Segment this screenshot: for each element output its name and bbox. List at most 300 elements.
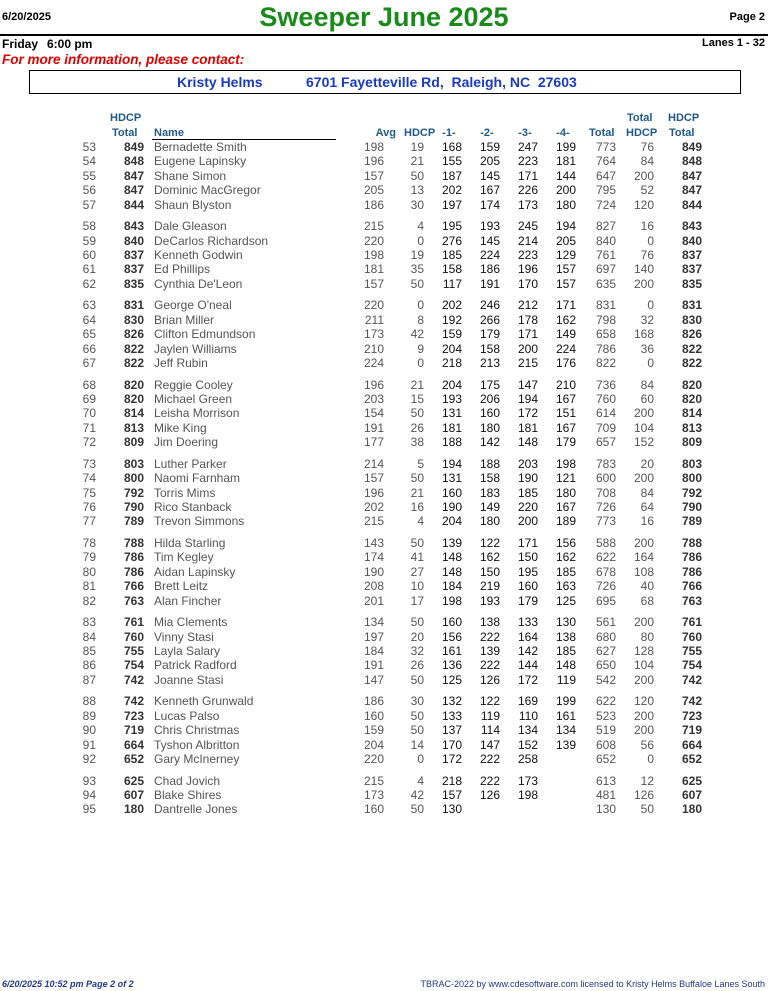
cell-g1: 133 xyxy=(441,708,462,723)
cell-pos: 77 xyxy=(82,514,96,529)
cell-g2: 193 xyxy=(479,219,500,234)
cell-hdcp-total: 792 xyxy=(123,485,144,500)
table-row xyxy=(0,536,768,550)
cell-avg: 211 xyxy=(364,312,384,327)
cell-g4: 180 xyxy=(555,485,576,500)
cell-total: 822 xyxy=(595,356,616,370)
cell-total: 726 xyxy=(595,500,616,514)
cell-total-hdcp: 16 xyxy=(640,514,654,529)
cell-final: 843 xyxy=(681,219,702,234)
cell-total-hdcp: 126 xyxy=(633,788,654,802)
cell-g3: 164 xyxy=(517,629,538,644)
cell-total: 542 xyxy=(595,672,616,687)
cell-g2: 162 xyxy=(479,550,500,565)
cell-name: Jeff Rubin xyxy=(154,356,208,370)
cell-g2: 158 xyxy=(479,471,500,486)
cell-hdcp-total: 822 xyxy=(123,356,144,370)
cell-pos: 60 xyxy=(82,248,96,262)
cell-g1: 170 xyxy=(441,737,462,752)
cell-hdcp: 4 xyxy=(417,219,424,234)
cell-hdcp-total: 820 xyxy=(123,377,144,392)
cell-total: 635 xyxy=(595,276,616,291)
cell-final: 822 xyxy=(681,356,702,370)
table-row xyxy=(0,421,768,435)
cell-hdcp-total: 742 xyxy=(123,672,144,687)
cell-final: 652 xyxy=(681,752,702,766)
cell-name: Lucas Palso xyxy=(154,708,220,723)
cell-total: 622 xyxy=(595,550,616,565)
cell-total-hdcp: 64 xyxy=(640,500,654,514)
cell-g4: 157 xyxy=(555,276,576,291)
cell-g1: 157 xyxy=(441,788,462,802)
cell-hdcp: 26 xyxy=(410,658,424,673)
cell-final: 820 xyxy=(681,377,702,392)
cell-pos: 73 xyxy=(82,456,96,471)
cell-name: DeCarlos Richardson xyxy=(154,233,269,248)
cell-g1: 204 xyxy=(441,514,462,529)
cell-final: 803 xyxy=(681,456,702,471)
cell-g1: 131 xyxy=(441,471,462,486)
cell-name: Trevon Simmons xyxy=(154,514,245,529)
cell-g1: 192 xyxy=(441,312,462,327)
cell-pos: 67 xyxy=(82,356,96,370)
cell-name: Alan Fincher xyxy=(154,593,222,608)
cell-g3: 195 xyxy=(517,564,538,579)
col-total-hdcp-top: Total xyxy=(627,112,653,124)
cell-hdcp-total: 664 xyxy=(123,737,144,752)
cell-g2: 205 xyxy=(479,154,500,169)
col-hdcp: HDCP xyxy=(404,127,436,139)
cell-avg: 134 xyxy=(363,615,384,630)
table-row xyxy=(0,723,768,737)
cell-hdcp-total: 835 xyxy=(123,276,144,291)
cell-g1: 185 xyxy=(441,248,462,262)
cell-hdcp-total: 180 xyxy=(123,802,144,817)
cell-avg: 214 xyxy=(363,456,384,471)
cell-avg: 186 xyxy=(363,694,384,709)
cell-pos: 65 xyxy=(82,327,96,342)
cell-hdcp-total: 754 xyxy=(123,658,144,673)
cell-pos: 72 xyxy=(82,435,96,450)
cell-g4: 176 xyxy=(555,356,576,370)
table-row xyxy=(0,565,768,579)
cell-final: 607 xyxy=(681,788,702,802)
cell-g3: 173 xyxy=(517,773,538,788)
table-row xyxy=(0,644,768,658)
cell-avg: 197 xyxy=(363,629,384,644)
cell-g3: 220 xyxy=(517,500,538,514)
cell-avg: 215 xyxy=(363,514,384,529)
table-row xyxy=(0,788,768,802)
cell-g3: 171 xyxy=(517,327,538,342)
cell-final: 763 xyxy=(681,593,702,608)
cell-g2: 139 xyxy=(479,644,500,658)
cell-g2: 222 xyxy=(479,629,500,644)
cell-name: Brett Leitz xyxy=(154,579,209,594)
cell-total: 773 xyxy=(595,140,616,154)
cell-total: 761 xyxy=(595,248,616,262)
cell-hdcp: 19 xyxy=(410,140,424,154)
cell-hdcp-total: 826 xyxy=(123,327,144,342)
cell-hdcp: 50 xyxy=(410,672,424,687)
cell-name: Cynthia De'Leon xyxy=(154,276,243,291)
cell-avg: 198 xyxy=(363,248,384,262)
event-day: Friday xyxy=(2,37,39,51)
cell-g2: 159 xyxy=(479,140,500,154)
cell-hdcp-total: 837 xyxy=(123,262,144,277)
cell-final: 837 xyxy=(681,248,702,262)
table-row xyxy=(0,579,768,593)
cell-hdcp: 0 xyxy=(417,752,424,766)
cell-g3: 181 xyxy=(517,420,538,435)
cell-total: 622 xyxy=(595,694,616,709)
cell-g2: 179 xyxy=(479,327,500,342)
cell-avg: 159 xyxy=(363,723,384,738)
cell-hdcp-total: 761 xyxy=(123,615,144,630)
cell-g4: 149 xyxy=(555,327,576,342)
cell-total: 708 xyxy=(595,485,616,500)
cell-final: 755 xyxy=(681,644,702,658)
cell-g3: 190 xyxy=(517,471,538,486)
cell-g4: 144 xyxy=(555,168,576,183)
footer-license: TBRAC-2022 by www.cdesoftware.com licensed to Kristy Helms Buffaloe Lanes South xyxy=(420,979,765,989)
cell-avg: 196 xyxy=(363,377,384,392)
cell-avg: 186 xyxy=(363,197,384,212)
cell-g3: 245 xyxy=(517,219,538,234)
cell-total-hdcp: 60 xyxy=(640,392,654,406)
cell-pos: 81 xyxy=(82,579,96,594)
cell-g2: 126 xyxy=(479,672,500,687)
cell-pos: 86 xyxy=(82,658,96,673)
table-row xyxy=(0,248,768,262)
cell-avg: 201 xyxy=(363,593,384,608)
table-row xyxy=(0,234,768,248)
cell-total-hdcp: 120 xyxy=(633,197,654,212)
cell-hdcp-total: 822 xyxy=(123,341,144,356)
cell-total-hdcp: 50 xyxy=(640,802,654,817)
table-row xyxy=(0,342,768,356)
col-game-1: -1- xyxy=(442,127,456,139)
table-row xyxy=(0,313,768,327)
cell-g1: 204 xyxy=(441,377,462,392)
cell-pos: 80 xyxy=(82,564,96,579)
cell-hdcp: 35 xyxy=(410,262,424,277)
cell-hdcp-total: 789 xyxy=(123,514,144,529)
cell-total-hdcp: 200 xyxy=(633,536,654,550)
cell-name: Reggie Cooley xyxy=(154,377,233,392)
cell-g3: 258 xyxy=(517,752,538,766)
cell-total-hdcp: 32 xyxy=(640,312,654,327)
lanes-range: Lanes 1 - 32 xyxy=(702,37,765,49)
col-hdcp-total-bottom: Total xyxy=(112,127,138,139)
cell-total: 588 xyxy=(595,536,616,550)
cell-name: Eugene Lapinsky xyxy=(154,154,247,169)
cell-g4: 121 xyxy=(555,471,576,486)
cell-total-hdcp: 200 xyxy=(633,406,654,421)
cell-hdcp-total: 786 xyxy=(123,564,144,579)
cell-g4: 179 xyxy=(555,435,576,450)
cell-g2: 158 xyxy=(479,341,500,356)
cell-final: 786 xyxy=(681,550,702,565)
cell-hdcp: 4 xyxy=(417,514,424,529)
cell-final: 809 xyxy=(681,435,702,450)
cell-avg: 147 xyxy=(363,672,384,687)
cell-g4: 200 xyxy=(555,183,576,198)
cell-g3: 179 xyxy=(517,593,538,608)
table-row xyxy=(0,673,768,687)
cell-hdcp-total: 786 xyxy=(123,550,144,565)
cell-total: 647 xyxy=(595,168,616,183)
cell-g3: 110 xyxy=(518,708,538,723)
cell-avg: 160 xyxy=(363,802,384,817)
cell-g3: 148 xyxy=(517,435,538,450)
footer-timestamp: 6/20/2025 10:52 pm Page 2 of 2 xyxy=(2,979,134,989)
cell-g4: 194 xyxy=(555,219,576,234)
cell-final: 814 xyxy=(681,406,702,421)
cell-avg: 157 xyxy=(363,276,384,291)
cell-avg: 174 xyxy=(363,550,384,565)
cell-g4: 162 xyxy=(555,550,576,565)
cell-pos: 94 xyxy=(82,788,96,802)
cell-g3: 196 xyxy=(517,262,538,277)
cell-g2: 206 xyxy=(479,392,500,406)
cell-g4: 130 xyxy=(555,615,576,630)
cell-name: Jim Doering xyxy=(154,435,219,450)
cell-avg: 220 xyxy=(363,233,384,248)
cell-name: Chris Christmas xyxy=(154,723,240,738)
cell-total: 608 xyxy=(595,737,616,752)
cell-final: 742 xyxy=(681,694,702,709)
cell-name: Clifton Edmundson xyxy=(154,327,256,342)
cell-avg: 204 xyxy=(363,737,384,752)
cell-name: Mia Clements xyxy=(154,615,228,630)
table-row xyxy=(0,154,768,168)
cell-avg: 143 xyxy=(363,536,384,550)
cell-g3: 169 xyxy=(517,694,538,709)
table-row xyxy=(0,471,768,485)
cell-g1: 137 xyxy=(441,723,462,738)
cell-total: 840 xyxy=(595,233,616,248)
cell-g1: 130 xyxy=(441,802,462,817)
cell-pos: 87 xyxy=(82,672,96,687)
table-row xyxy=(0,774,768,788)
cell-name: Vinny Stasi xyxy=(154,629,214,644)
cell-g2: 174 xyxy=(479,197,500,212)
cell-g2: 266 xyxy=(479,312,500,327)
cell-g4: 181 xyxy=(555,154,576,169)
cell-name: Layla Salary xyxy=(154,644,221,658)
cell-g2: 222 xyxy=(479,752,500,766)
cell-hdcp-total: 843 xyxy=(123,219,144,234)
cell-hdcp-total: 809 xyxy=(123,435,144,450)
table-row xyxy=(0,356,768,370)
cell-g2: 188 xyxy=(479,456,500,471)
cell-total-hdcp: 0 xyxy=(647,298,654,313)
table-row xyxy=(0,277,768,291)
cell-avg: 196 xyxy=(363,485,384,500)
cell-hdcp-total: 831 xyxy=(123,298,144,313)
cell-final: 813 xyxy=(681,420,702,435)
cell-hdcp: 17 xyxy=(410,593,424,608)
cell-pos: 90 xyxy=(82,723,96,738)
cell-total: 523 xyxy=(595,708,616,723)
cell-total-hdcp: 200 xyxy=(633,471,654,486)
cell-g4: 199 xyxy=(555,140,576,154)
cell-name: Tim Kegley xyxy=(154,550,214,565)
cell-g3: 223 xyxy=(517,248,538,262)
cell-total-hdcp: 52 xyxy=(640,183,654,198)
cell-name: Aidan Lapinsky xyxy=(154,564,236,579)
cell-g1: 139 xyxy=(441,536,462,550)
cell-total-hdcp: 200 xyxy=(633,168,654,183)
cell-name: Patrick Radford xyxy=(154,658,237,673)
cell-pos: 89 xyxy=(82,708,96,723)
cell-g1: 148 xyxy=(441,550,462,565)
cell-total-hdcp: 104 xyxy=(633,420,654,435)
cell-total-hdcp: 12 xyxy=(640,773,654,788)
cell-total: 481 xyxy=(595,788,616,802)
cell-name: Dominic MacGregor xyxy=(154,183,261,198)
cell-total: 697 xyxy=(595,262,616,277)
cell-hdcp: 50 xyxy=(410,276,424,291)
cell-name: Joanne Stasi xyxy=(154,672,224,687)
cell-name: Bernadette Smith xyxy=(154,140,247,154)
cell-final: 789 xyxy=(681,514,702,529)
event-time: 6:00 pm xyxy=(47,37,93,51)
cell-avg: 160 xyxy=(363,708,384,723)
cell-final: 766 xyxy=(681,579,702,594)
cell-g1: 155 xyxy=(441,154,462,169)
cell-avg: 191 xyxy=(363,658,384,673)
cell-g1: 202 xyxy=(441,298,462,313)
cell-hdcp-total: 755 xyxy=(123,644,144,658)
cell-pos: 57 xyxy=(82,197,96,212)
cell-hdcp: 41 xyxy=(410,550,424,565)
cell-total-hdcp: 120 xyxy=(633,694,654,709)
cell-g1: 160 xyxy=(441,485,462,500)
cell-final: 754 xyxy=(681,658,702,673)
cell-total: 519 xyxy=(595,723,616,738)
table-row xyxy=(0,378,768,392)
cell-pos: 92 xyxy=(82,752,96,766)
cell-avg: 224 xyxy=(363,356,384,370)
cell-hdcp: 13 xyxy=(410,183,424,198)
cell-g1: 172 xyxy=(441,752,462,766)
cell-g3: 152 xyxy=(517,737,538,752)
cell-hdcp: 21 xyxy=(410,485,424,500)
cell-avg: 173 xyxy=(363,327,384,342)
cell-name: Mike King xyxy=(154,420,207,435)
cell-hdcp-total: 719 xyxy=(123,723,144,738)
cell-g3: 133 xyxy=(517,615,538,630)
cell-pos: 56 xyxy=(82,183,96,198)
cell-g4: 157 xyxy=(555,262,576,277)
cell-g4: 171 xyxy=(555,298,576,313)
cell-g2: 142 xyxy=(479,435,500,450)
cell-hdcp-total: 760 xyxy=(123,629,144,644)
cell-g2: 122 xyxy=(479,536,500,550)
cell-g1: 187 xyxy=(441,168,462,183)
cell-g1: 158 xyxy=(441,262,462,277)
cell-hdcp: 9 xyxy=(417,341,424,356)
cell-g1: 195 xyxy=(441,219,462,234)
cell-g3: 172 xyxy=(517,672,538,687)
cell-total: 709 xyxy=(595,420,616,435)
table-row xyxy=(0,198,768,212)
col-total-hdcp-bottom: HDCP xyxy=(626,127,658,139)
cell-g3: 160 xyxy=(517,579,538,594)
cell-g1: 161 xyxy=(441,644,462,658)
cell-total-hdcp: 104 xyxy=(633,658,654,673)
cell-pos: 63 xyxy=(82,298,96,313)
table-row xyxy=(0,457,768,471)
cell-total: 613 xyxy=(595,773,616,788)
cell-hdcp-total: 800 xyxy=(123,471,144,486)
cell-total-hdcp: 0 xyxy=(647,356,654,370)
cell-g1: 204 xyxy=(441,341,462,356)
cell-g4: 125 xyxy=(555,593,576,608)
cell-pos: 76 xyxy=(82,500,96,514)
cell-total-hdcp: 200 xyxy=(633,672,654,687)
cell-g4: 167 xyxy=(555,420,576,435)
cell-g2: 119 xyxy=(480,708,500,723)
cell-hdcp: 19 xyxy=(410,248,424,262)
cell-name: Kenneth Godwin xyxy=(154,248,243,262)
cell-hdcp-total: 840 xyxy=(123,233,144,248)
cell-avg: 215 xyxy=(363,773,384,788)
cell-g4: 148 xyxy=(555,658,576,673)
cell-g2: 222 xyxy=(479,773,500,788)
cell-pos: 75 xyxy=(82,485,96,500)
cell-hdcp: 30 xyxy=(410,694,424,709)
cell-avg: 196 xyxy=(363,154,384,169)
cell-g4: 129 xyxy=(555,248,576,262)
cell-g1: 194 xyxy=(441,456,462,471)
cell-avg: 198 xyxy=(363,140,384,154)
cell-total-hdcp: 84 xyxy=(640,377,654,392)
cell-g1: 181 xyxy=(441,420,462,435)
cell-g2: 149 xyxy=(479,500,500,514)
cell-pos: 59 xyxy=(82,233,96,248)
cell-g4: 189 xyxy=(555,514,576,529)
cell-hdcp-total: 820 xyxy=(123,392,144,406)
cell-total-hdcp: 140 xyxy=(633,262,654,277)
cell-hdcp-total: 742 xyxy=(123,694,144,709)
cell-hdcp: 50 xyxy=(410,406,424,421)
cell-hdcp-total: 652 xyxy=(123,752,144,766)
cell-pos: 54 xyxy=(82,154,96,169)
cell-g2: 191 xyxy=(479,276,500,291)
table-row xyxy=(0,630,768,644)
cell-name: Shaun Blyston xyxy=(154,197,232,212)
cell-g2: 147 xyxy=(479,737,500,752)
cell-name: Dale Gleason xyxy=(154,219,227,234)
cell-g3: 203 xyxy=(517,456,538,471)
cell-avg: 154 xyxy=(363,406,384,421)
cell-name: Blake Shires xyxy=(154,788,222,802)
report-title: Sweeper June 2025 xyxy=(259,2,509,32)
cell-hdcp-total: 763 xyxy=(123,593,144,608)
cell-g1: 218 xyxy=(441,773,462,788)
cell-name: Tyshon Albritton xyxy=(154,737,240,752)
cell-g2: 138 xyxy=(479,615,500,630)
cell-total: 650 xyxy=(595,658,616,673)
cell-g3: 200 xyxy=(517,514,538,529)
cell-final: 830 xyxy=(681,312,702,327)
cell-hdcp: 16 xyxy=(410,500,424,514)
cell-g3: 247 xyxy=(517,140,538,154)
cell-pos: 83 xyxy=(82,615,96,630)
